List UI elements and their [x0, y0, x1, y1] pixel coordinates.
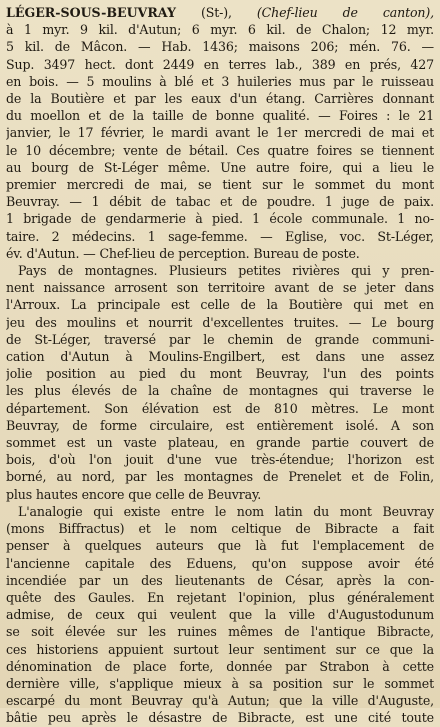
text-line: bâtie peu après le désastre de Bibracte, est une cité toute	[6, 710, 434, 726]
text-line: Pays de montagnes. Plusieurs petites rivières qui y pren-	[18, 263, 434, 279]
text-line: quête des Gaules. En rejetant l'opinion, plus généralement	[6, 589, 434, 605]
entry-paragraph-2	[6, 262, 434, 503]
text-line: sommet est un vaste plateau, en grande partie couvert de	[6, 435, 434, 451]
entry-paragraph-1	[6, 4, 434, 262]
text-line: Beuvray. — 1 débit de tabac et de poudre. 1 juge de paix.	[6, 194, 434, 210]
text-line: les plus élevés de la chaîne de montagnes qui traverse le	[6, 383, 434, 399]
text-line: janvier, le 17 février, le mardi avant le 1er mercredi de mai et	[6, 125, 434, 141]
entry-heading-suffix: (St-),	[175, 5, 232, 20]
text-line: à 1 myr. 9 kil. d'Autun; 6 myr. 6 kil. de Chalon; 12 myr.	[6, 22, 434, 38]
text-line: du moellon et de la taille de bonne qualité. — Foires : le 21	[6, 108, 434, 124]
text-line: 5 kil. de Mâcon. — Hab. 1436; maisons 206; mén. 76. —	[6, 39, 434, 55]
text-line: le 10 décembre; vente de bétail. Ces quatre foires se tiennent	[6, 142, 434, 158]
text-line: incendiée par un des lieutenants de César, après la con-	[6, 572, 434, 588]
text-line: au bourg de St-Léger même. Une autre foire, qui a lieu le	[6, 159, 434, 175]
text-line: l'ancienne capitale des Eduens, qu'on suppose avoir été	[6, 555, 434, 571]
text-line: penser à quelques auteurs que là fut l'emplacement de	[6, 538, 434, 554]
entry-heading-name: LÉGER-SOUS-BEUVRAY	[6, 5, 176, 20]
text-line: escarpé du mont Beuvray qu'à Autun; que la ville d'Auguste,	[6, 693, 434, 709]
text-line: jolie position au pied du mont Beuvray, l'un des points	[6, 366, 434, 382]
text-line: Beuvray, de forme circulaire, est entièrement isolé. A son	[6, 417, 434, 433]
entry-heading-italic: (Chef-lieu de canton),	[231, 5, 434, 20]
text-line: premier mercredi de mai, se tient sur le sommet du mont	[6, 177, 434, 193]
text-line: dernière ville, s'applique mieux à sa position sur le sommet	[6, 675, 434, 691]
text-line: dénomination de place forte, donnée par Strabon à cette	[6, 658, 434, 674]
text-line: borné, au nord, par les montagnes de Prenelet et de Folin,	[6, 469, 434, 485]
text-line: l'Arroux. La principale est celle de la Boutière qui met en	[6, 297, 434, 313]
text-line: se soit élevée sur les ruines mêmes de l'antique Bibracte,	[6, 624, 434, 640]
text-line: taire. 2 médecins. 1 sage-femme. — Eglise, voc. St-Léger,	[6, 228, 434, 244]
text-line: de la Boutière et par les eaux d'un étang. Carrières donnant	[6, 91, 434, 107]
entry-paragraph-3	[6, 503, 434, 727]
heading-line	[6, 4, 434, 21]
text-line: L'analogie qui existe entre le nom latin du mont Beuvray	[18, 503, 434, 519]
text-line: Sup. 3497 hect. dont 2449 en terres lab., 389 en prés, 427	[6, 56, 434, 72]
text-line: nent naissance arrosent son territoire avant de se jeter dans	[6, 280, 434, 296]
text-line: ces historiens appuient surtout leur sentiment sur ce que la	[6, 641, 434, 657]
text-line: (mons Biffractus) et le nom celtique de Bibracte a fait	[6, 521, 434, 537]
text-line: jeu des moulins et nourrit d'excellentes truites. — Le bourg	[6, 314, 434, 330]
text-line: bois, d'où l'on jouit d'une vue très-étendue; l'horizon est	[6, 452, 434, 468]
text-line: en bois. — 5 moulins à blé et 3 huileries mus par le ruisseau	[6, 73, 434, 89]
text-line: département. Son élévation est de 810 mètres. Le mont	[6, 400, 434, 416]
text-line: év. d'Autun. — Chef-lieu de perception. Bureau de poste.	[6, 245, 360, 261]
text-line: de St-Léger, traversé par le chemin de grande communi-	[6, 331, 434, 347]
text-line: cation d'Autun à Moulins-Engilbert, est dans une assez	[6, 349, 434, 365]
text-line: 1 brigade de gendarmerie à pied. 1 école communale. 1 no-	[6, 211, 434, 227]
text-line: plus hautes encore que celle de Beuvray.	[6, 486, 262, 502]
text-line: admise, de ceux qui veulent que la ville d'Augustodunum	[6, 607, 434, 623]
